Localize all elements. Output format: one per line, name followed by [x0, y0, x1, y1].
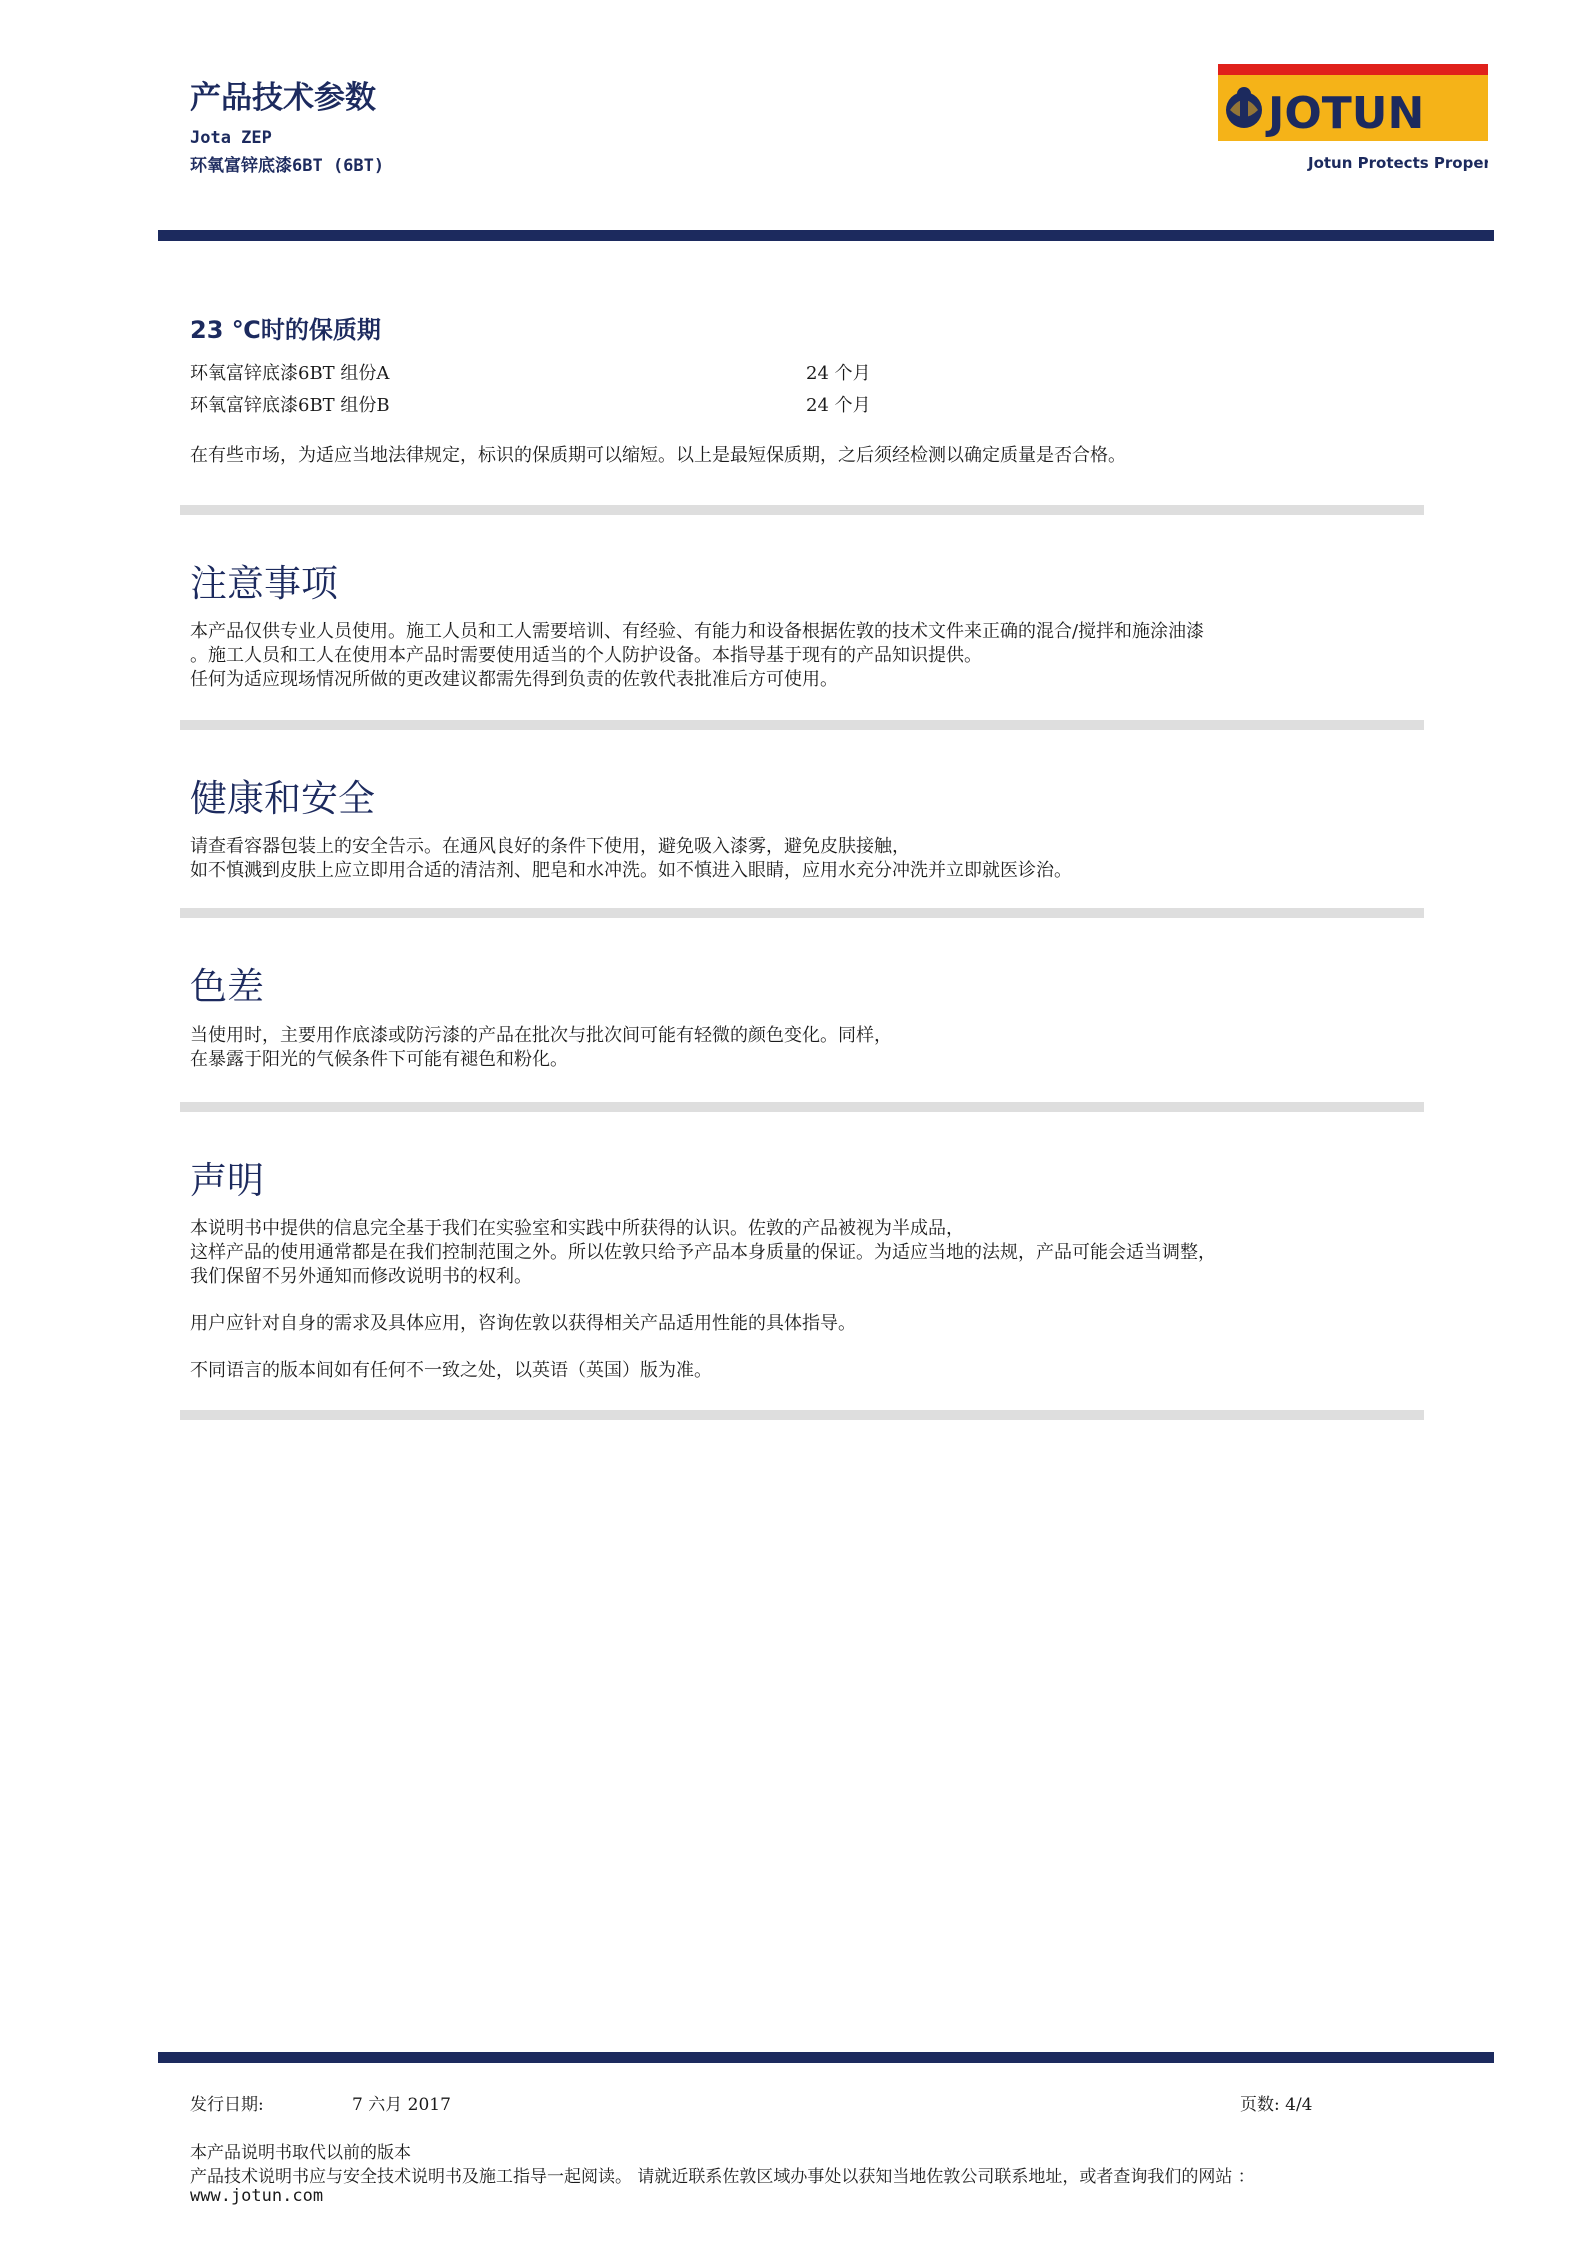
color-variation-line: 在暴露于阳光的气候条件下可能有褪色和粉化。	[190, 1049, 568, 1070]
shelf-life-title: 23 ℃时的保质期	[190, 316, 381, 344]
header-rule	[158, 230, 1494, 241]
disclaimer-line: 这样产品的使用通常都是在我们控制范围之外。所以佐敦只给予产品本身质量的保证。为适应当地的法规，产品可能会适当调整，	[190, 1242, 1216, 1263]
document-title: 产品技术参数	[190, 80, 376, 116]
shelf-life-row-b-label: 环氧富锌底漆6BT 组份B	[190, 395, 390, 416]
footer-contact-note: 产品技术说明书应与安全技术说明书及施工指导一起阅读。 请就近联系佐敦区域办事处以获知当地佐敦公司联系地址，或者查询我们的网站 ：	[190, 2167, 1255, 2187]
shelf-life-row-a-value: 24 个月	[806, 363, 871, 384]
disclaimer-line: 本说明书中提供的信息完全基于我们在实验室和实践中所获得的认识。佐敦的产品被视为半成品，	[190, 1218, 964, 1239]
product-subtitle: 环氧富锌底漆6BT (6BT)	[190, 156, 385, 176]
health-safety-line: 如不慎溅到皮肤上应立即用合适的清洁剂、肥皂和水冲洗。如不慎进入眼睛，应用水充分冲洗并立即就医诊治。	[190, 860, 1072, 881]
jotun-logo	[1218, 64, 1488, 176]
health-safety-line: 请查看容器包装上的安全告示。在通风良好的条件下使用，避免吸入漆雾，避免皮肤接触，	[190, 836, 910, 857]
logo-wordmark: JOTUN	[1268, 88, 1425, 139]
shelf-life-row-b-value: 24 个月	[806, 395, 871, 416]
disclaimer-paragraph: 用户应针对自身的需求及具体应用，咨询佐敦以获得相关产品适用性能的具体指导。	[190, 1313, 856, 1334]
issue-date-label: 发行日期:	[190, 2095, 264, 2115]
disclaimer-paragraph: 不同语言的版本间如有任何不一致之处，以英语（英国）版为准。	[190, 1360, 712, 1381]
caution-line: 。施工人员和工人在使用本产品时需要使用适当的个人防护设备。本指导基于现有的产品知识提供。	[190, 645, 982, 666]
section-divider	[180, 505, 1424, 515]
section-divider	[180, 1102, 1424, 1112]
page-number: 页数: 4/4	[1240, 2095, 1313, 2115]
section-divider	[180, 720, 1424, 730]
issue-date-value: 7 六月 2017	[352, 2095, 451, 2115]
health-safety-title: 健康和安全	[190, 777, 375, 820]
caution-line: 本产品仅供专业人员使用。施工人员和工人需要培训、有经验、有能力和设备根据佐敦的技术文件来正确的混合/搅拌和施涂油漆	[190, 621, 1205, 642]
color-variation-title: 色差	[190, 965, 264, 1008]
shelf-life-note: 在有些市场，为适应当地法律规定，标识的保质期可以缩短。以上是最短保质期，之后须经检测以确定质量是否合格。	[190, 445, 1126, 466]
footer-supersede-note: 本产品说明书取代以前的版本	[190, 2143, 411, 2163]
disclaimer-line: 我们保留不另外通知而修改说明书的权利。	[190, 1266, 532, 1287]
section-divider	[180, 1410, 1424, 1420]
footer-rule	[158, 2052, 1494, 2063]
caution-line: 任何为适应现场情况所做的更改建议都需先得到负责的佐敦代表批准后方可使用。	[190, 669, 838, 690]
product-name: Jota ZEP	[190, 128, 272, 148]
disclaimer-title: 声明	[190, 1159, 264, 1202]
caution-title: 注意事项	[190, 562, 338, 605]
website-link[interactable]: www.jotun.com	[190, 2186, 324, 2206]
logo-tagline: Jotun Protects Property	[1308, 154, 1488, 172]
color-variation-line: 当使用时，主要用作底漆或防污漆的产品在批次与批次间可能有轻微的颜色变化。同样，	[190, 1025, 892, 1046]
section-divider	[180, 908, 1424, 918]
shelf-life-row-a-label: 环氧富锌底漆6BT 组份A	[190, 363, 390, 384]
